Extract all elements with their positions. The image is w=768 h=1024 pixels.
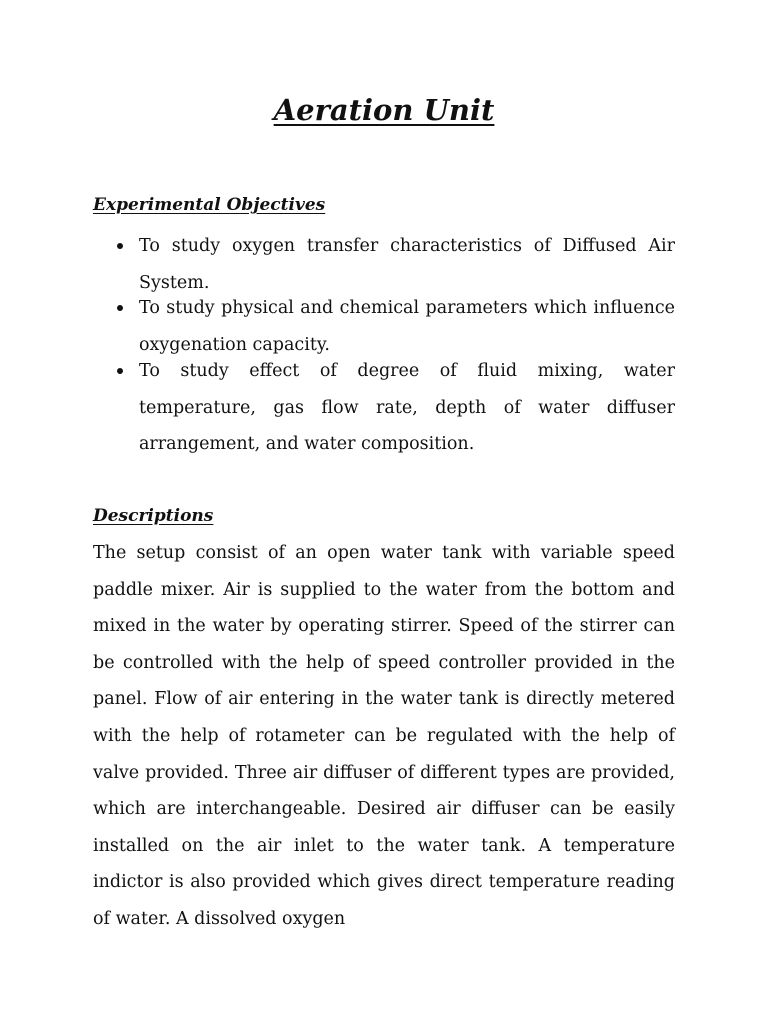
objective-text: To study effect of degree of fluid mixing, water temperature, gas flow rate, depth of water diffuser arrangement, and water composition. xyxy=(139,360,675,455)
objectives-heading: Experimental Objectives xyxy=(93,195,326,215)
objective-text: To study physical and chemical parameters which influence oxygenation capacity. xyxy=(139,298,675,356)
document-title: Aeration Unit xyxy=(273,93,495,127)
list-item xyxy=(93,353,675,463)
bullet-icon xyxy=(117,243,123,249)
bullet-icon xyxy=(117,305,123,311)
bullet-icon xyxy=(117,368,123,374)
objectives-list xyxy=(93,228,675,463)
descriptions-paragraph: The setup consist of an open water tank with variable speed paddle mixer. Air is supplied to the water from the bottom and mixed in the water by operating stirrer. Speed of the stirrer can be controlled with the help of speed controller provided in the panel. Flow of air entering in the water tank is directly metered with the help of rotameter can be regulated with the help of valve provided. Three air diffuser of different types are provided, which are interchangeable. Desired air diffuser can be easily installed on the air inlet to the water tank. A temperature indictor is also provided which gives direct temperature reading of water. A dissolved oxygen xyxy=(93,543,675,929)
objective-text: To study oxygen transfer characteristics of Diffused Air System. xyxy=(139,236,675,293)
descriptions-heading: Descriptions xyxy=(93,506,214,526)
